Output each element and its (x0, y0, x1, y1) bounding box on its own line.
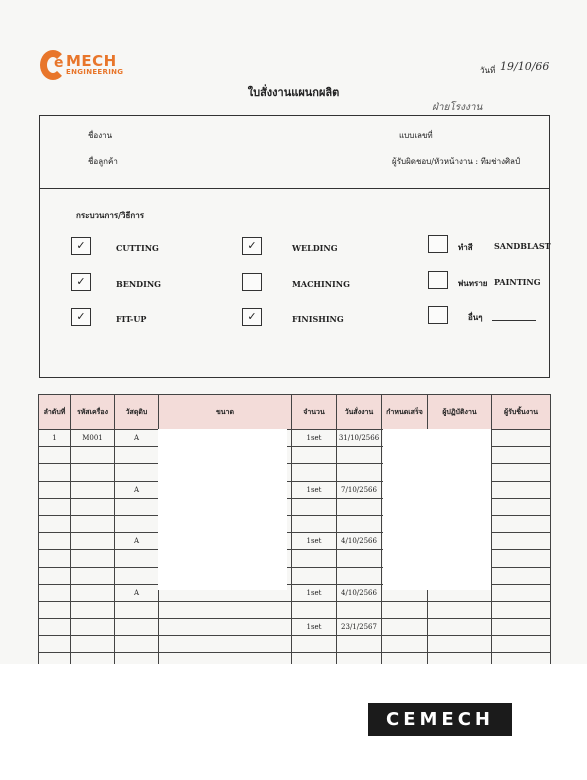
table-cell (39, 584, 71, 601)
process-heading: กระบวนการ/วิธีการ (76, 210, 145, 220)
table-cell (159, 636, 292, 653)
column-header: ขนาด (159, 395, 292, 430)
table-cell: 4/10/2566 (337, 584, 382, 601)
table-cell (492, 498, 551, 515)
table-cell (292, 550, 337, 567)
table-row (39, 619, 551, 636)
table-cell (382, 619, 428, 636)
table-cell (337, 550, 382, 567)
column-header: วันสั่งงาน (337, 395, 382, 430)
table-cell (492, 567, 551, 584)
table-cell (71, 498, 115, 515)
logo-e: e (54, 55, 64, 71)
machining-label: MACHINING (292, 279, 350, 289)
table-cell (115, 601, 159, 618)
welding-label: WELDING (292, 243, 338, 253)
logo-engineering: ENGINEERING (66, 68, 124, 76)
redaction-block (158, 429, 287, 590)
table-cell (39, 515, 71, 532)
table-cell: 23/1/2567 (337, 619, 382, 636)
table-cell (115, 498, 159, 515)
table-cell (115, 636, 159, 653)
table-cell (159, 619, 292, 636)
table-cell (492, 430, 551, 447)
table-cell: M001 (71, 430, 115, 447)
column-header: ผู้รับชิ้นงาน (492, 395, 551, 430)
table-cell (492, 533, 551, 550)
column-header: จำนวน (292, 395, 337, 430)
table-cell (492, 601, 551, 618)
table-cell (71, 447, 115, 464)
table-cell (115, 619, 159, 636)
bending-label: BENDING (116, 279, 161, 289)
table-cell (428, 619, 492, 636)
fitup-checkbox[interactable]: ✓ (71, 308, 91, 326)
table-cell (492, 447, 551, 464)
column-header: ลำดับที่ (39, 395, 71, 430)
table-header-row (39, 395, 551, 430)
redaction-block (383, 429, 491, 590)
table-cell (292, 447, 337, 464)
table-cell (115, 550, 159, 567)
table-row (39, 636, 551, 653)
table-cell: A (115, 533, 159, 550)
column-header: รหัสเครื่อง (71, 395, 115, 430)
table-cell: 1set (292, 584, 337, 601)
table-cell (71, 481, 115, 498)
drawing-no-label: แบบเลขที่ (399, 131, 433, 140)
table-cell: 1set (292, 481, 337, 498)
table-cell (39, 636, 71, 653)
table-cell (492, 481, 551, 498)
finishing-checkbox[interactable]: ✓ (242, 308, 262, 326)
table-cell (337, 567, 382, 584)
sandblast-checkbox[interactable] (428, 235, 448, 253)
table-cell (39, 601, 71, 618)
table-cell (71, 567, 115, 584)
date-label: วันที่ (480, 66, 496, 75)
painting-label: PAINTING (494, 277, 541, 287)
table-cell (115, 515, 159, 532)
table-cell (428, 601, 492, 618)
other-checkbox[interactable] (428, 306, 448, 324)
table-cell (292, 636, 337, 653)
table-cell (115, 464, 159, 481)
painting-checkbox[interactable] (428, 271, 448, 289)
table-cell (71, 619, 115, 636)
table-cell (39, 550, 71, 567)
table-cell (292, 601, 337, 618)
cutting-checkbox[interactable]: ✓ (71, 237, 91, 255)
table-cell (71, 584, 115, 601)
footer-area (0, 664, 587, 780)
table-cell (337, 636, 382, 653)
painting-prefix: พ่นทราย (458, 278, 488, 288)
column-header: กำหนดเสร็จ (382, 395, 428, 430)
table-cell: 1set (292, 430, 337, 447)
page-title: ใบสั่งงานแผนกผลิต (247, 86, 340, 99)
table-cell (492, 636, 551, 653)
table-cell (337, 447, 382, 464)
table-cell (292, 498, 337, 515)
cutting-label: CUTTING (116, 243, 159, 253)
table-cell: 31/10/2566 (337, 430, 382, 447)
table-cell (292, 515, 337, 532)
table-cell (492, 550, 551, 567)
sandblast-prefix: ทำสี (458, 242, 473, 252)
table-cell (382, 601, 428, 618)
table-cell (428, 636, 492, 653)
table-cell (71, 533, 115, 550)
table-cell (39, 481, 71, 498)
table-cell: A (115, 584, 159, 601)
table-cell (71, 601, 115, 618)
table-cell (492, 619, 551, 636)
table-cell (115, 567, 159, 584)
table-cell (292, 464, 337, 481)
table-cell: 7/10/2566 (337, 481, 382, 498)
table-cell (337, 464, 382, 481)
table-cell (39, 533, 71, 550)
job-info-box (39, 115, 550, 188)
table-cell (39, 447, 71, 464)
other-prefix: อื่นๆ (468, 312, 483, 322)
column-header: ผู้ปฏิบัติงาน (428, 395, 492, 430)
table-cell (337, 498, 382, 515)
column-header: วัสดุดิบ (115, 395, 159, 430)
table-cell: A (115, 481, 159, 498)
table-cell (382, 636, 428, 653)
table-cell: 1set (292, 619, 337, 636)
fitup-label: FIT-UP (116, 314, 147, 324)
table-cell (39, 567, 71, 584)
logo-mech: MECH (66, 52, 117, 70)
table-cell: 1set (292, 533, 337, 550)
table-cell (39, 498, 71, 515)
table-cell (115, 447, 159, 464)
table-cell (337, 515, 382, 532)
responsible-label: ผู้รับผิดชอบ/หัวหน้างาน : ทีมช่างศิลป์ (392, 157, 521, 166)
customer-label: ชื่อลูกค้า (88, 157, 118, 166)
table-cell (492, 515, 551, 532)
bending-checkbox[interactable]: ✓ (71, 273, 91, 291)
sandblast-label: SANDBLAST (494, 241, 551, 251)
process-box (39, 188, 550, 378)
table-cell: 1 (39, 430, 71, 447)
table-row (39, 601, 551, 618)
table-cell (71, 636, 115, 653)
table-cell (71, 464, 115, 481)
machining-checkbox[interactable] (242, 273, 262, 291)
table-cell: A (115, 430, 159, 447)
date-value: 19/10/66 (500, 60, 550, 73)
brand-logo: CEMECH (368, 703, 512, 736)
table-cell (39, 619, 71, 636)
table-cell (159, 601, 292, 618)
table-cell: 4/10/2566 (337, 533, 382, 550)
job-name-label: ชื่องาน (88, 131, 113, 140)
table-cell (71, 515, 115, 532)
table-cell (71, 550, 115, 567)
table-cell (492, 464, 551, 481)
handwritten-note: ฝ่ายโรงงาน (432, 102, 483, 113)
table-cell (39, 464, 71, 481)
other-underline (492, 320, 536, 321)
finishing-label: FINISHING (292, 314, 344, 324)
table-cell (337, 601, 382, 618)
welding-checkbox[interactable]: ✓ (242, 237, 262, 255)
table-cell (292, 567, 337, 584)
table-cell (492, 584, 551, 601)
